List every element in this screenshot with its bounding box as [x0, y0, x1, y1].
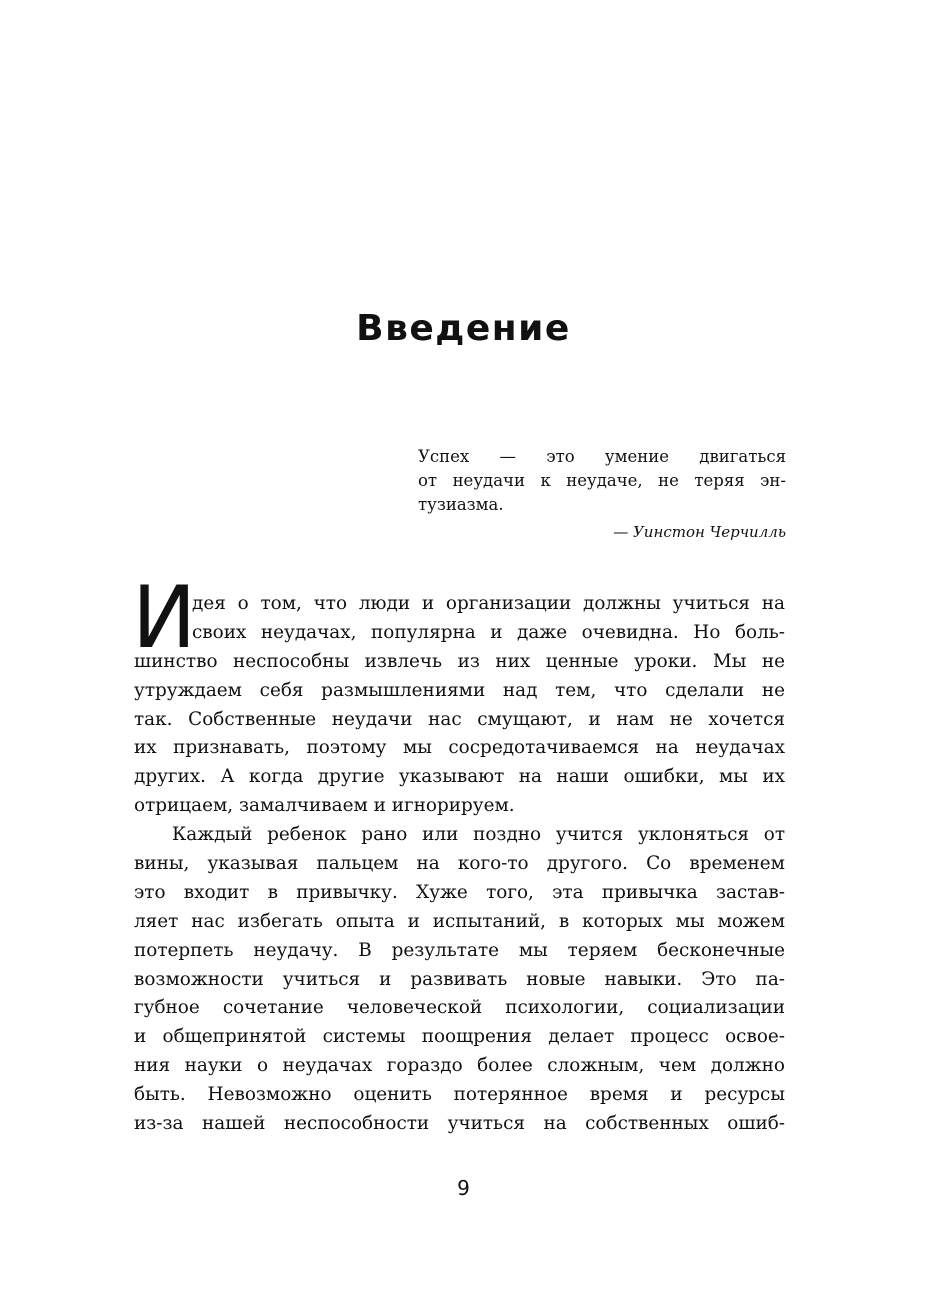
text-line: это входит в привычку. Хуже того, эта привычка застав- — [134, 881, 785, 903]
text-line: ляет нас избегать опыта и испытаний, в которых мы можем — [134, 910, 785, 932]
text-line: ния науки о неудачах гораздо более сложным, чем должно — [134, 1055, 785, 1077]
text-line: быть. Невозможно оценить потерянное время и ресурсы — [134, 1084, 785, 1106]
text-line: и общепринятой системы поощрения делает процесс освое- — [134, 1026, 785, 1048]
text-line: утруждаем себя размышлениями над тем, что сделали не — [134, 679, 785, 701]
drop-cap: И — [132, 568, 197, 668]
chapter-title: Введение — [356, 308, 571, 349]
text-line: других. А когда другие указывают на наши ошибки, мы их — [134, 766, 785, 788]
text-line: потерпеть неудачу. В результате мы теряем бесконечные — [134, 939, 785, 961]
body-text — [134, 590, 785, 1139]
text-line: возможности учиться и развивать новые навыки. Это па- — [134, 968, 785, 990]
page-number: 9 — [457, 1176, 470, 1200]
epigraph-line: Успех — это умение двигаться — [418, 447, 786, 466]
text-line: своих неудачах, популярна и даже очевидна. Но боль- — [192, 621, 785, 643]
epigraph-quote — [418, 445, 786, 517]
text-line: вины, указывая пальцем на кого-то другого. Со временем — [134, 853, 785, 875]
text-line: губное сочетание человеческой психологии, социализации — [134, 997, 785, 1019]
text-line: их признавать, поэтому мы сосредотачиваемся на неудачах — [134, 737, 785, 759]
text-line: дея о том, что люди и организации должны учиться на — [192, 593, 785, 614]
text-line: так. Собственные неудачи нас смущают, и нам не хочется — [134, 708, 785, 730]
epigraph-line: тузиазма. — [418, 495, 504, 514]
text-line: из-за нашей неспособности учиться на собственных ошиб- — [134, 1113, 785, 1135]
text-line: отрицаем, замалчиваем и игнорируем. — [134, 795, 515, 817]
epigraph-line: от неудачи к неудаче, не теряя эн- — [418, 471, 786, 490]
text-line: шинство неспособны извлечь из них ценные уроки. Мы не — [134, 650, 785, 672]
text-line: Каждый ребенок рано или поздно учится уклоняться от — [172, 824, 785, 846]
epigraph-attribution: — Уинстон Черчилль — [613, 523, 786, 541]
